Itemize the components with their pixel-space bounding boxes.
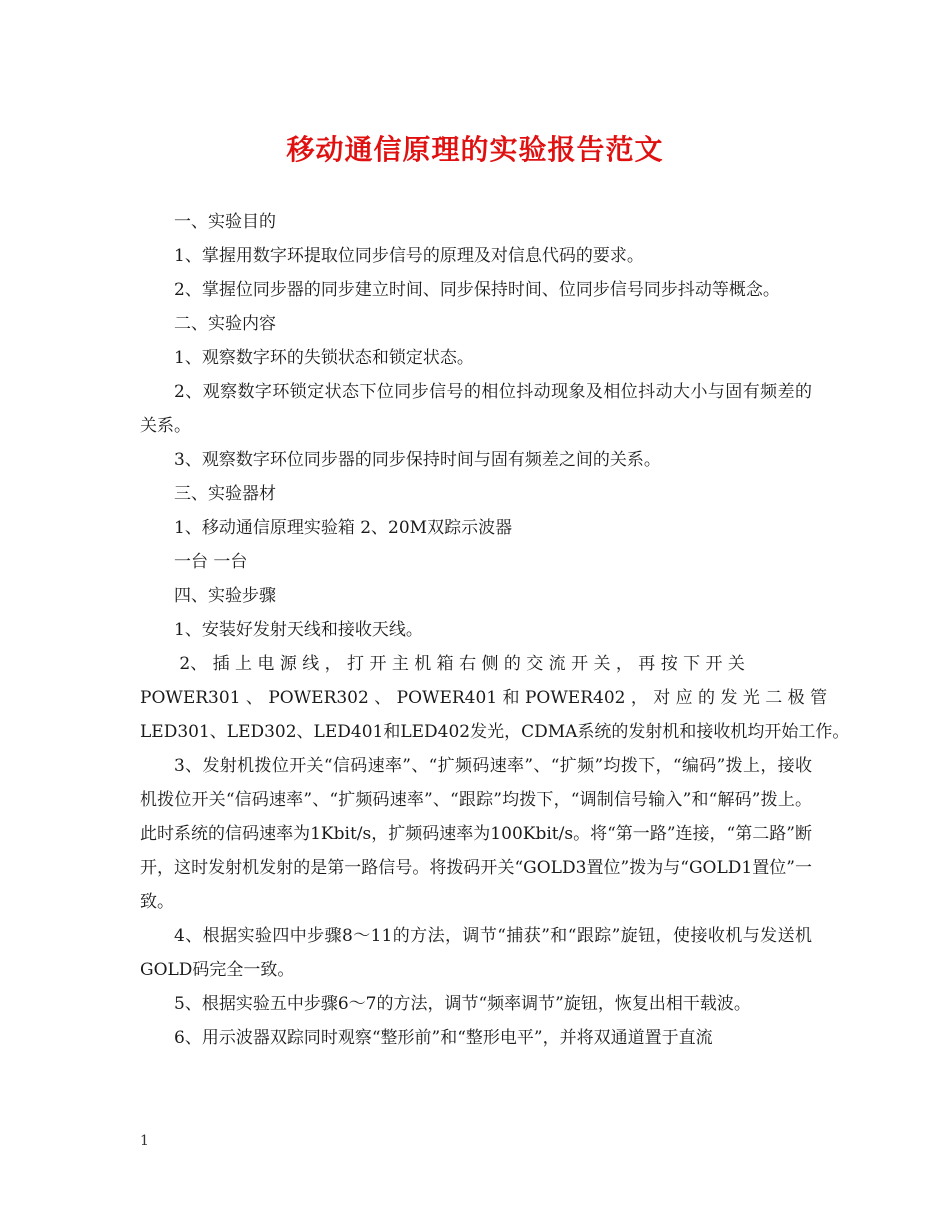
document-title: 移动通信原理的实验报告范文: [286, 133, 664, 166]
section-heading-content: 二、实验内容: [174, 314, 276, 334]
paragraph: 1、掌握用数字环提取位同步信号的原理及对信息代码的要求。: [174, 246, 644, 266]
paragraph: 1、安装好发射天线和接收天线。: [174, 620, 423, 640]
paragraph: 5、根据实验五中步骤6～7的方法，调节“频率调节”旋钮，恢复出相干载波。: [174, 994, 751, 1014]
paragraph: 3、观察数字环位同步器的同步保持时间与固有频差之间的关系。: [174, 450, 661, 470]
section-heading-purpose: 一、实验目的: [174, 212, 276, 232]
page-number: 1: [140, 1133, 149, 1149]
section-heading-steps: 四、实验步骤: [174, 586, 276, 606]
paragraph: 1、观察数字环的失锁状态和锁定状态。: [174, 348, 474, 368]
paragraph-line: 2、 插 上 电 源 线 ， 打 开 主 机 箱 右 侧 的 交 流 开 关 ， 再 按 下 开 关: [174, 654, 745, 674]
paragraph: 1、移动通信原理实验箱 2、20M双踪示波器: [174, 518, 513, 538]
paragraph: 3、发射机拨位开关“信码速率”、“扩频码速率”、“扩频”均拨下，“编码”拨上，接收机拨位开关“信码速率”、“扩频码速率”、“跟踪”均拨下，“调制信号输入”和“解码”拨上。此时系统的信码速率为1Kbit/s，扩频码速率为100Kbit/s。将“第一路”连接，“第二路”断开，这时发射机发射的是第一路信号。将拨码开关“GOLD3置位”拨为与“GOLD1置位”一致。: [140, 756, 812, 912]
section-heading-equipment: 三、实验器材: [174, 484, 276, 504]
paragraph-line: LED301、LED302、LED401和LED402发光，CDMA系统的发射机和接收机均开始工作。: [140, 722, 850, 742]
paragraph-line: POWER301 、 POWER302 、 POWER401 和 POWER402 ， 对 应 的 发 光 二 极 管: [140, 688, 828, 708]
paragraph: 4、根据实验四中步骤8～11的方法，调节“捕获”和“跟踪”旋钮，使接收机与发送机GOLD码完全一致。: [140, 926, 812, 980]
document-body: [140, 205, 850, 1055]
paragraph: 2、观察数字环锁定状态下位同步信号的相位抖动现象及相位抖动大小与固有频差的关系。: [140, 382, 812, 436]
paragraph: 6、用示波器双踪同时观察“整形前”和“整形电平”，并将双通道置于直流: [174, 1028, 713, 1048]
paragraph: 一台 一台: [174, 552, 248, 572]
paragraph: 2、掌握位同步器的同步建立时间、同步保持时间、位同步信号同步抖动等概念。: [174, 280, 780, 300]
